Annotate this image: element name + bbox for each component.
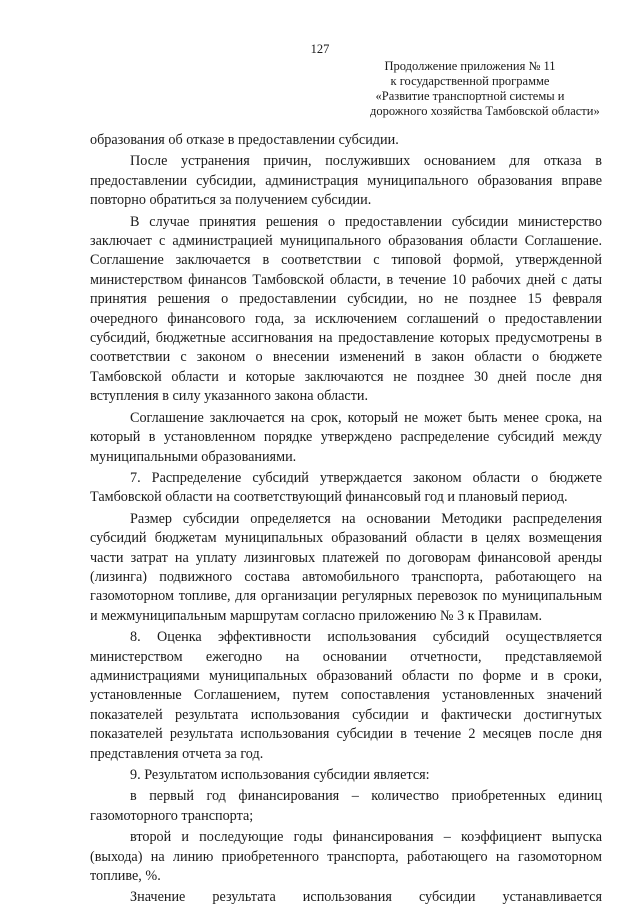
paragraph-item-7: 7. Распределение субсидий утверждается законом области о бюджете Тамбовской области на соответствующий финансовый год и плановый период. xyxy=(90,469,602,506)
paragraph: В случае принятия решения о предоставлении субсидии министерство заключает с администрацией муниципального образования области Соглашение. Соглашение заключается в соответствии с типовой формой, утвержденной министерством финансов Тамбовской области, в течение 10 рабочих дней с даты принятия решения о предоставлении субсидии, но не позднее 15 февраля очередного финансового года, за исключением соглашений о предоставлении субсидий, бюджетные ассигнования на предоставление которых предусмотрены в соответствии с законом о внесении изменений в закон области о бюджете Тамбовской области и которые заключаются не позднее 30 дней после дня вступления в силу указанного закона области. xyxy=(90,213,602,405)
page-number: 127 xyxy=(310,42,330,56)
header-line: «Развитие транспортной системы и xyxy=(375,89,565,103)
header-line: к государственной программе xyxy=(390,74,550,88)
appendix-header xyxy=(370,59,600,119)
header-line: дорожного хозяйства Тамбовской области» xyxy=(370,104,600,118)
paragraph-cut-off: Значение результата использования субсидии устанавливается xyxy=(130,889,602,906)
paragraph: второй и последующие годы финансирования – коэффициент выпуска (выхода) на линию приобретенного транспорта, работающего на газомоторном топливе, %. xyxy=(90,829,602,885)
paragraph: Соглашение заключается на срок, который не может быть менее срока, на который в установленном порядке утверждено распределение субсидий между муниципальными образованиями. xyxy=(90,409,602,465)
paragraph: После устранения причин, послуживших основанием для отказа в предоставлении субсидии, администрация муниципального образования вправе повторно обратиться за получением субсидии. xyxy=(90,153,602,209)
paragraph: Размер субсидии определяется на основании Методики распределения субсидий бюджетам муниципальных образований области в целях возмещения части затрат на уплату лизинговых платежей по договорам финансовой аренды (лизинга) подвижного состава автомобильного транспорта, работающего на газомоторном топливе, для организации регулярных перевозок по муниципальным и межмуниципальным маршрутам согласно приложению № 3 к Правилам. xyxy=(90,510,602,624)
paragraph-item-9: 9. Результатом использования субсидии является: xyxy=(130,767,430,783)
header-line: Продолжение приложения № 11 xyxy=(384,59,556,73)
paragraph-item-8: 8. Оценка эффективности использования субсидий осуществляется министерством ежегодно на основании отчетности, представляемой администрациями муниципальных образований области по форме и в сроки, установленные Соглашением, путем сопоставления установленных значений показателей результата использования субсидии и фактически достигнутых показателей результата использования субсидии в течение 2 месяцев после дня представления отчета за год. xyxy=(90,629,602,762)
paragraph-continuation: образования об отказе в предоставлении субсидии. xyxy=(90,132,399,148)
paragraph: в первый год финансирования – количество приобретенных единиц газомоторного транспорта; xyxy=(90,788,602,824)
document-body xyxy=(90,131,602,908)
